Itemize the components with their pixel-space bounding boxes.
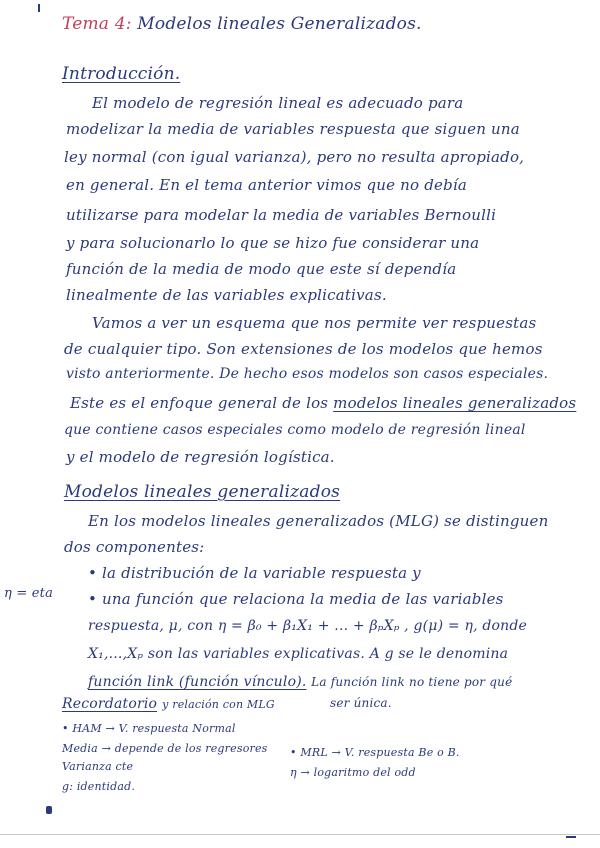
intro-line: y el modelo de regresión logística.	[66, 448, 335, 466]
margin-note: η = eta	[4, 586, 54, 601]
title-text: Modelos lineales Generalizados.	[137, 14, 422, 34]
link-note: La función link no tiene por qué	[311, 675, 513, 689]
pen-mark	[46, 806, 52, 814]
recordatorio-title: Recordatorio	[62, 696, 158, 712]
glm-line: respuesta, μ, con η = β₀ + β₁X₁ + ... + βₚXₚ , g(μ) = η, donde	[88, 618, 528, 634]
intro-line: de cualquier tipo. Son extensiones de los modelos que hemos	[64, 340, 543, 358]
glm-line: En los modelos lineales generalizados (MLG) se distinguen	[88, 512, 549, 530]
intro-line: utilizarse para modelar la media de variables Bernoulli	[66, 206, 497, 224]
intro-line: y para solucionarlo lo que se hizo fue considerar una	[66, 234, 480, 252]
recordatorio-line: Varianza cte	[62, 760, 134, 773]
intro-line: El modelo de regresión lineal es adecuado para	[92, 94, 464, 112]
recordatorio-heading	[62, 694, 275, 712]
intro-line: linealmente de las variables explicativas.	[66, 286, 387, 304]
glm-line: dos componentes:	[64, 538, 205, 556]
recordatorio-subtitle: y relación con MLG	[162, 698, 275, 711]
glm-heading: Modelos lineales generalizados	[64, 482, 341, 502]
intro-line: función de la media de modo que este sí dependía	[66, 260, 457, 278]
page-edge-line	[0, 834, 600, 835]
intro-line: visto anteriormente. De hecho esos modelos son casos especiales.	[66, 366, 549, 382]
intro-line	[70, 394, 576, 412]
recordatorio-line: η → logaritmo del odd	[290, 766, 416, 779]
glm-bullet: • una función que relaciona la media de las variables	[88, 590, 504, 608]
pen-mark	[38, 4, 40, 12]
title-prefix: Tema 4:	[62, 14, 132, 34]
recordatorio-line: g: identidad.	[62, 780, 136, 793]
intro-line-text: Este es el enfoque general de los	[70, 394, 329, 412]
recordatorio-line: Media → depende de los regresores	[62, 742, 268, 755]
intro-line: en general. En el tema anterior vimos que no debía	[66, 176, 468, 194]
glm-bullet: • la distribución de la variable respuesta y	[88, 564, 421, 582]
intro-heading: Introducción.	[62, 64, 181, 84]
intro-line: ley normal (con igual varianza), pero no resulta apropiado,	[64, 148, 525, 166]
intro-line: que contiene casos especiales como modelo de regresión lineal	[64, 422, 526, 438]
page-title	[62, 14, 422, 34]
intro-line: Vamos a ver un esquema que nos permite ver respuestas	[92, 314, 537, 332]
glm-line: X₁,...,Xₚ son las variables explicativas. A g se le denomina	[88, 646, 509, 662]
pen-mark	[566, 836, 576, 838]
intro-line: modelizar la media de variables respuesta que siguen una	[66, 120, 520, 138]
recordatorio-line: • HAM → V. respuesta Normal	[62, 722, 236, 735]
glm-line	[88, 674, 512, 690]
glm-line: ser única.	[330, 696, 392, 710]
recordatorio-line: • MRL → V. respuesta Be o B.	[290, 746, 460, 759]
link-function-term: función link (función vínculo).	[88, 674, 307, 690]
underlined-term: modelos lineales generalizados	[333, 394, 577, 412]
